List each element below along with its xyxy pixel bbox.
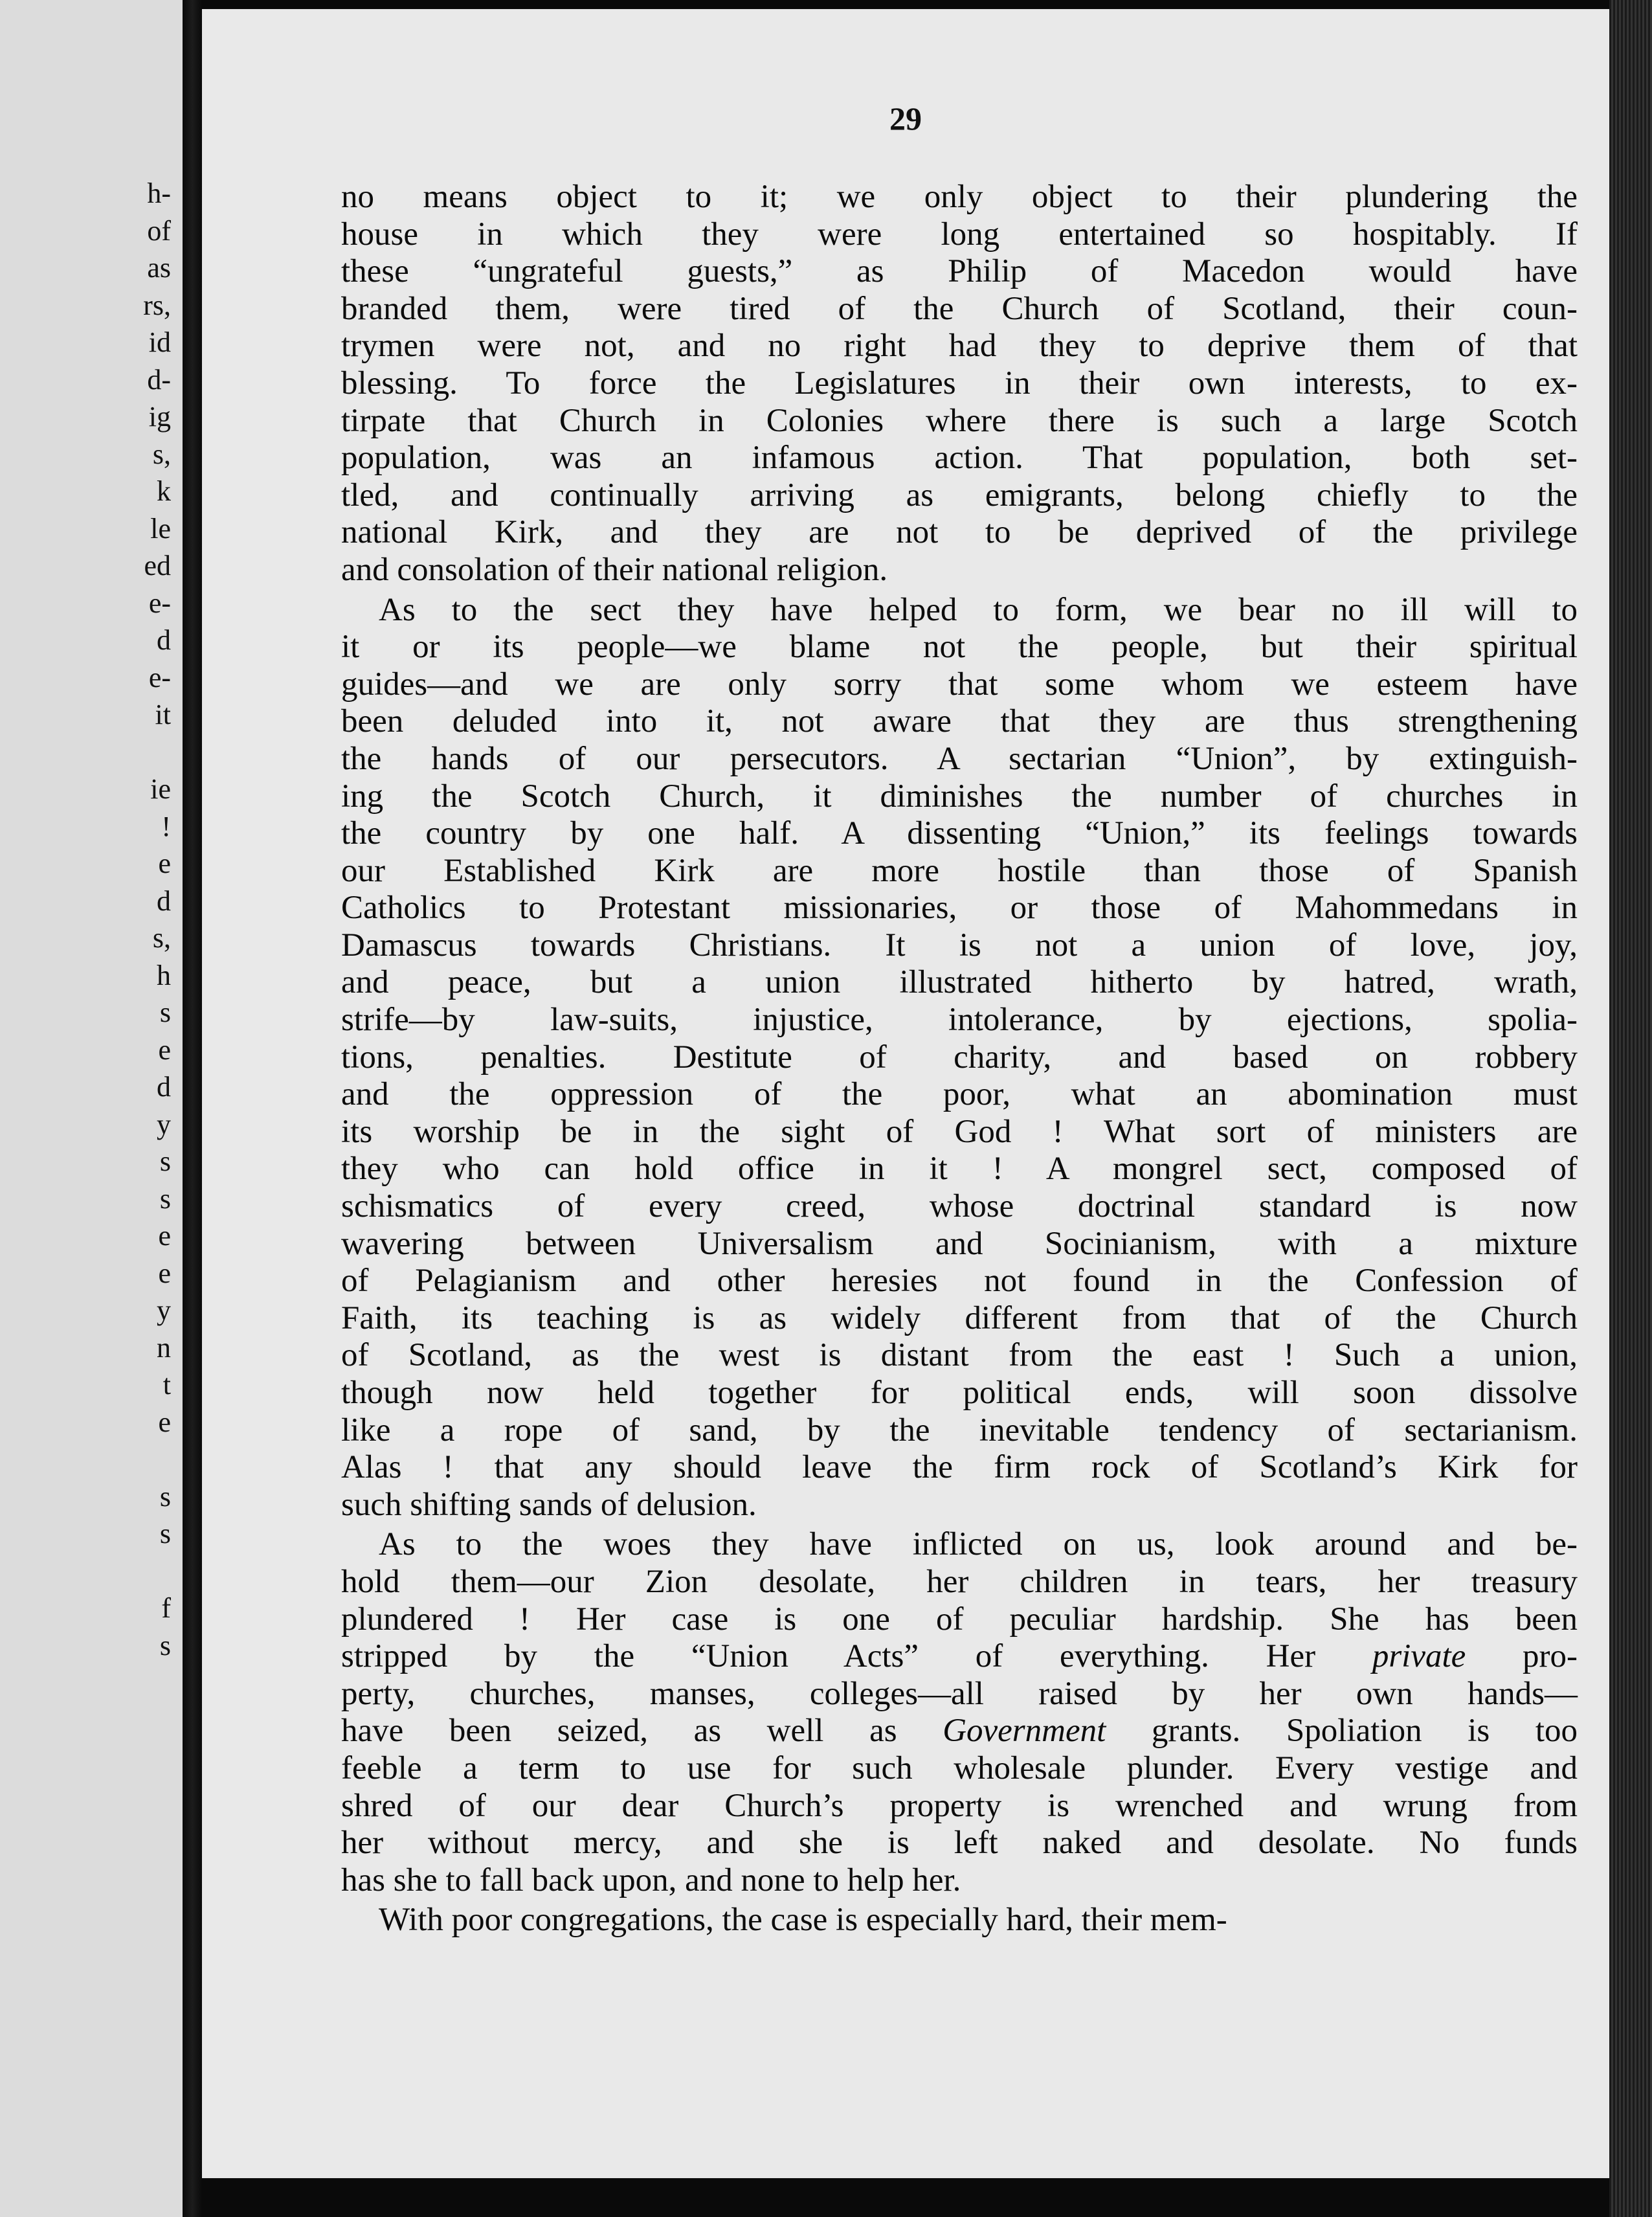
body-text xyxy=(341,179,1578,1942)
text-line: blessing. To force the Legislatures in their own interests, to ex- xyxy=(341,365,1578,401)
facing-page-line: ig xyxy=(148,401,171,433)
facing-page-line: e xyxy=(158,1257,171,1289)
text-line: Damascus towards Christians. It is not a union of love, joy, xyxy=(341,927,1578,963)
text-line: hold them—our Zion desolate, her children in tears, her treasury xyxy=(341,1563,1578,1600)
facing-page-line: as xyxy=(147,252,171,284)
facing-page-line: t xyxy=(162,1369,171,1401)
text-line: house in which they were long entertained so hospitably. If xyxy=(341,216,1578,253)
facing-page-line: e xyxy=(158,1406,171,1438)
text-line: its worship be in the sight of God ! What sort of ministers are xyxy=(341,1113,1578,1150)
facing-page-line: ! xyxy=(161,810,171,842)
text-line: trymen were not, and no right had they to deprive them of that xyxy=(341,328,1578,365)
facing-page-line: y xyxy=(157,1294,171,1326)
text-line: been deluded into it, not aware that they are thus strengthening xyxy=(341,703,1578,740)
text-line: strife—by law-suits, injustice, intolerance, by ejections, spolia- xyxy=(341,1002,1578,1039)
text-line: guides—and we are only sorry that some whom we esteem have xyxy=(341,666,1578,703)
text-line: of Scotland, as the west is distant from the east ! Such a union, xyxy=(341,1337,1578,1374)
text-line: they who can hold office in it ! A mongrel sect, composed of xyxy=(341,1151,1578,1187)
facing-page-line: s xyxy=(159,1629,171,1661)
facing-page-line: f xyxy=(161,1592,171,1624)
text-line: no means object to it; we only object to their plundering the xyxy=(341,179,1578,215)
text-line: it or its people—we blame not the people, but their spiritual xyxy=(341,629,1578,666)
facing-page-fragment xyxy=(0,0,183,2217)
facing-page-line: h xyxy=(157,959,171,991)
text-line: shred of our dear Church’s property is wrenched and wrung from xyxy=(341,1787,1578,1824)
facing-page-text xyxy=(0,175,183,1664)
text-line: has she to fall back upon, and none to help her. xyxy=(341,1862,961,1898)
text-line: national Kirk, and they are not to be deprived of the privilege xyxy=(341,514,1578,551)
facing-page-line: it xyxy=(155,699,171,730)
facing-page-line: e- xyxy=(148,661,171,693)
text-line: like a rope of sand, by the inevitable tendency of sectarianism. xyxy=(341,1412,1578,1448)
facing-page-line: e xyxy=(158,1033,171,1066)
text-line: and consolation of their national religion. xyxy=(341,551,888,588)
paragraph xyxy=(341,592,1578,1524)
facing-page-line: s xyxy=(159,1145,171,1177)
text-line: have been seized, as well as Government grants. Spoliation is too xyxy=(341,1713,1578,1750)
text-line: stripped by the “Union Acts” of everything. Her private pro- xyxy=(341,1638,1578,1675)
facing-page-line xyxy=(0,734,171,771)
text-line: ing the Scotch Church, it diminishes the number of churches in xyxy=(341,778,1578,815)
facing-page-line xyxy=(0,1553,171,1590)
text-line: her without mercy, and she is left naked and desolate. No funds xyxy=(341,1825,1578,1862)
facing-page-line: e xyxy=(158,1220,171,1252)
facing-page-line: s xyxy=(159,1182,171,1215)
text-line: Faith, its teaching is as widely different from that of the Church xyxy=(341,1300,1578,1336)
text-line: perty, churches, manses, colleges—all raised by her own hands— xyxy=(341,1675,1578,1712)
facing-page-line: s, xyxy=(152,438,171,470)
paragraph xyxy=(341,1902,1578,1939)
page-number: 29 xyxy=(889,100,922,137)
text-line: As to the woes they have inflicted on us, look around and be- xyxy=(379,1526,1578,1563)
text-line: and the oppression of the poor, what an abomination must xyxy=(341,1076,1578,1113)
text-line: the country by one half. A dissenting “Union,” its feelings towards xyxy=(341,815,1578,852)
facing-page-line: s, xyxy=(152,922,171,954)
text-line: though now held together for political ends, will soon dissolve xyxy=(341,1375,1578,1411)
text-line: plundered ! Her case is one of peculiar hardship. She has been xyxy=(341,1601,1578,1637)
text-line: the hands of our persecutors. A sectarian “Union”, by extinguish- xyxy=(341,740,1578,777)
text-line: As to the sect they have helped to form, we bear no ill will to xyxy=(379,591,1578,628)
facing-page-line: ie xyxy=(150,773,171,805)
facing-page-line: rs, xyxy=(143,289,171,321)
facing-page-line: le xyxy=(150,512,171,545)
facing-page-line: of xyxy=(147,214,171,247)
facing-page-line: k xyxy=(157,475,171,507)
book-gutter xyxy=(183,0,202,2217)
text-line: tled, and continually arriving as emigrants, belong chiefly to the xyxy=(341,477,1578,513)
text-line: wavering between Universalism and Socinianism, with a mixture xyxy=(341,1225,1578,1262)
facing-page-line: e- xyxy=(148,587,171,619)
text-line: feeble a term to use for such wholesale plunder. Every vestige and xyxy=(341,1750,1578,1786)
text-line: our Established Kirk are more hostile than those of Spanish xyxy=(341,852,1578,889)
facing-page-line: ed xyxy=(144,550,171,581)
text-line: Alas ! that any should leave the firm rock of Scotland’s Kirk for xyxy=(341,1449,1578,1486)
facing-page-line: d xyxy=(157,1071,171,1103)
text-line: schismatics of every creed, whose doctrinal standard is now xyxy=(341,1188,1578,1225)
facing-page-line: d- xyxy=(147,363,171,396)
facing-page-line: d xyxy=(157,624,171,656)
facing-page-line: s xyxy=(159,1518,171,1549)
text-line: population, was an infamous action. That population, both set- xyxy=(341,440,1578,477)
page-edges xyxy=(1609,0,1652,2217)
facing-page-line: s xyxy=(159,1480,171,1513)
text-line: With poor congregations, the case is especially hard, their mem- xyxy=(379,1902,1227,1939)
facing-page-line xyxy=(0,1441,171,1478)
text-line: branded them, were tired of the Church of Scotland, their coun- xyxy=(341,290,1578,327)
text-line: of Pelagianism and other heresies not found in the Confession of xyxy=(341,1263,1578,1300)
text-line: such shifting sands of delusion. xyxy=(341,1486,757,1523)
facing-page-line: y xyxy=(157,1108,171,1140)
text-line: tions, penalties. Destitute of charity, and based on robbery xyxy=(341,1039,1578,1075)
facing-page-line: id xyxy=(148,326,171,358)
book-page xyxy=(202,9,1609,2178)
facing-page-line: d xyxy=(157,884,171,917)
paragraph xyxy=(341,179,1578,589)
paragraph xyxy=(341,1526,1578,1899)
text-line: Catholics to Protestant missionaries, or those of Mahommedans in xyxy=(341,890,1578,927)
text-line: and peace, but a union illustrated hitherto by hatred, wrath, xyxy=(341,964,1578,1001)
facing-page-line: e xyxy=(158,848,171,879)
text-line: these “ungrateful guests,” as Philip of Macedon would have xyxy=(341,253,1578,290)
facing-page-line: s xyxy=(159,996,171,1028)
facing-page-line: h- xyxy=(147,177,171,209)
facing-page-line: n xyxy=(157,1331,171,1364)
text-line: tirpate that Church in Colonies where there is such a large Scotch xyxy=(341,402,1578,439)
